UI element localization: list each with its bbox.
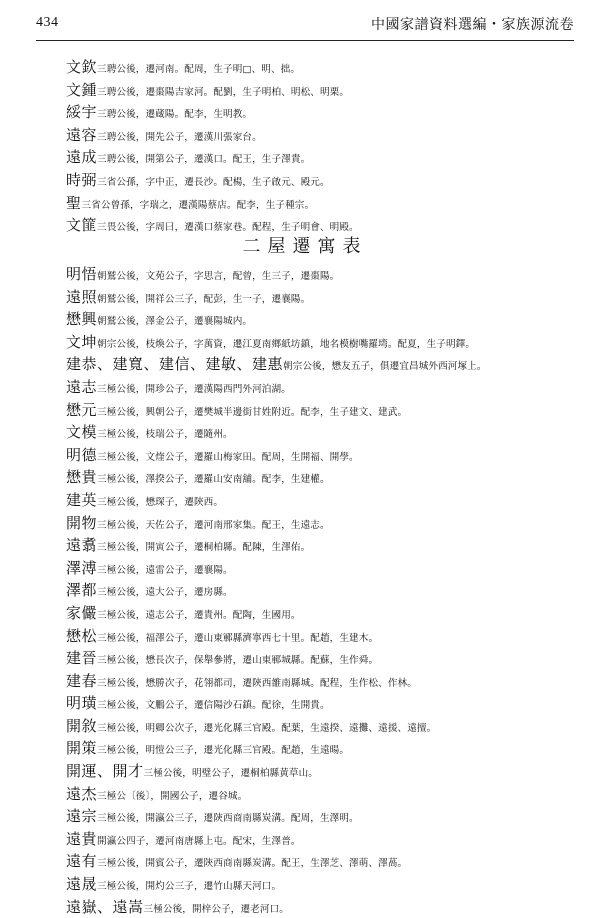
entry-name: 文篚 bbox=[66, 216, 98, 235]
entry-name: 遠宗 bbox=[66, 807, 98, 826]
entry-name: 建晉 bbox=[66, 649, 98, 668]
entry-description: 三省公曾孫，字瑞之，遷漢陽蔡店。配李，生子種宗。 bbox=[81, 199, 315, 211]
entry-row bbox=[66, 286, 570, 309]
entry-row bbox=[66, 692, 570, 715]
entry-name: 家儼 bbox=[66, 603, 98, 622]
entry-description: 朝鷲公後，開祥公三子，配彭，生一子，遷襄陽。 bbox=[97, 293, 311, 305]
entry-name: 開策 bbox=[66, 739, 98, 758]
entry-row bbox=[66, 805, 570, 828]
entry-description: 三極公後，開賓公子，遷陝西商南縣炭溝。配王，生澤芝、澤萌、澤萵。 bbox=[97, 858, 408, 870]
entry-row bbox=[66, 101, 570, 124]
entry-description: 三極公後，興朝公子，遷樊城半邊街甘姓附近。配李，生子建文、建武。 bbox=[97, 406, 408, 418]
entry-name: 遠杰 bbox=[66, 784, 98, 803]
entry-row bbox=[66, 579, 570, 602]
entry-name: 文欽 bbox=[66, 58, 98, 76]
entry-description: 三極公後，天佐公子，遷河南邢家集。配王，生遠志。 bbox=[97, 519, 330, 531]
entry-row bbox=[66, 896, 570, 918]
entry-row bbox=[66, 828, 570, 851]
entry-description: 三極公後，福澤公子，遷山東鄆縣濟寧西七十里。配趙，生建木。 bbox=[97, 632, 379, 644]
entry-name: 澤溥 bbox=[66, 558, 98, 577]
entry-description: 三聘公後，遷蔵陽。配李，生明教。 bbox=[97, 109, 253, 121]
entry-name: 明悟 bbox=[66, 265, 98, 283]
entry-description: 三極公後，遠志公子，遷貴州。配陶，生國用。 bbox=[97, 609, 301, 621]
entry-name: 建英 bbox=[66, 490, 98, 509]
entry-row bbox=[66, 670, 570, 693]
entry-name: 遠晟 bbox=[66, 875, 98, 894]
entry-row bbox=[66, 512, 570, 535]
entry-description: 三聘公後，遷河南。配周，生子明□、明、拙。 bbox=[97, 64, 301, 75]
entry-name: 開運、開才 bbox=[66, 762, 144, 781]
entry-description: 三極公後，澤揆公子，遷羅山安南舖。配李，生建權。 bbox=[97, 474, 330, 486]
entry-name: 遠志 bbox=[66, 377, 98, 396]
entry-description: 三極公後，懋勝次子，花翎都司，遷陝西雒南縣城。配程，生作松、作林。 bbox=[97, 677, 417, 689]
entry-description: 三極公後，明卿公次子，遷光化縣三官殿。配葉，生遠揆、遠攤、遠援、遠擅。 bbox=[97, 722, 437, 734]
entry-description: 三省公孫，字中正，遷長沙。配楊，生子啟元、殿元。 bbox=[97, 176, 330, 188]
entry-name: 時弼 bbox=[66, 170, 98, 189]
entry-row bbox=[66, 715, 570, 738]
entry-description: 三極公後，開寅公子，遷桐柏縣。配陳，生澤佑。 bbox=[97, 542, 311, 554]
entry-row bbox=[66, 331, 570, 354]
entry-row bbox=[66, 760, 570, 783]
entry-name: 遠照 bbox=[66, 287, 98, 306]
entry-name: 懋元 bbox=[66, 400, 98, 419]
entry-description: 三極公後，懋琛子，遷陝西。 bbox=[97, 496, 224, 508]
entry-row bbox=[66, 625, 570, 648]
entry-row bbox=[66, 534, 570, 557]
entry-name: 懋興 bbox=[66, 310, 98, 329]
entry-description: 朝鷲公後，澤金公子，遷襄陽城内。 bbox=[97, 316, 253, 328]
entry-description: 三極公後，開灼公三子，遷竹山縣天河口。 bbox=[97, 881, 282, 893]
entry-description: 三極公後，明愷公三子，遷光化縣三官殿。配趙，生遠暘。 bbox=[97, 745, 350, 757]
entry-description: 三極公後，遠雷公子，遷襄陽。 bbox=[97, 564, 233, 576]
entry-name: 明璜 bbox=[66, 694, 98, 713]
entry-row bbox=[66, 56, 570, 79]
entry-row bbox=[66, 353, 570, 376]
entry-row bbox=[66, 489, 570, 512]
entry-row bbox=[66, 873, 570, 896]
entry-name: 懋松 bbox=[66, 626, 98, 645]
entry-description: 三極公後，開珍公子，遷漢陽西門外河泊湖。 bbox=[97, 383, 291, 395]
entry-row bbox=[66, 263, 570, 286]
entry-description: 三畏公後，字周曰，遷漢口蔡家巷。配程，生子明會、明殿。 bbox=[97, 222, 359, 234]
entry-name: 聖 bbox=[66, 193, 82, 212]
entry-name: 遠翥 bbox=[66, 536, 98, 555]
section-title: 二屋遷寓表 bbox=[242, 236, 368, 257]
entry-description: 三聘公後，開先公子，遷漢川張家台。 bbox=[97, 131, 262, 143]
entry-description: 三極公〔後〕，開國公子，遷谷城。 bbox=[97, 790, 248, 802]
entry-name: 綏宇 bbox=[66, 103, 98, 122]
entry-row bbox=[66, 850, 570, 873]
entry-row bbox=[66, 444, 570, 467]
book-title: 中國家譜資料選編・家族源流卷 bbox=[371, 17, 574, 33]
entry-row bbox=[66, 192, 570, 215]
entry-name: 明德 bbox=[66, 445, 98, 464]
entry-name: 遠嶽、遠嵩 bbox=[66, 897, 144, 916]
page-number: 434 bbox=[36, 15, 59, 30]
entry-description: 三聘公後，遷棗陽吉家河。配劉，生子明柏、明松、明栗。 bbox=[97, 86, 350, 98]
entry-description: 三極公後，遠大公子，遷房縣。 bbox=[97, 587, 233, 599]
entry-row bbox=[66, 124, 570, 147]
entry-description: 朝宗公後，懋友五子，俱遷宜昌城外西河塚上。 bbox=[283, 361, 487, 373]
entry-name: 遠成 bbox=[66, 148, 98, 167]
entry-description: 三極公後，文煃公子，遷羅山梅家田。配周，生開福、開學。 bbox=[97, 451, 359, 463]
entry-name: 文模 bbox=[66, 423, 98, 442]
entry-name: 開敘 bbox=[66, 716, 98, 735]
entry-name: 遠有 bbox=[66, 852, 98, 871]
entry-list-group-1 bbox=[66, 56, 570, 237]
entry-row bbox=[66, 466, 570, 489]
entry-name: 建春 bbox=[66, 671, 98, 690]
entry-name: 開物 bbox=[66, 513, 98, 532]
running-header bbox=[36, 6, 574, 41]
entry-row bbox=[66, 79, 570, 102]
entry-row bbox=[66, 399, 570, 422]
entry-row bbox=[66, 647, 570, 670]
entry-description: 三極公後，開梓公子，遷老河口。 bbox=[143, 903, 289, 915]
entry-row bbox=[66, 169, 570, 192]
entry-name: 遠容 bbox=[66, 125, 98, 144]
entry-description: 朝宗公後，枝煥公子，字萬資，遷江夏南鄉紙坊鎮，地名模樹嘴羅塆。配夏，生子明鐸。 bbox=[97, 338, 476, 350]
entry-description: 三極公後，懋長次子，保舉參將，遷山東鄆城縣。配蘇，生作舜。 bbox=[97, 655, 379, 667]
entry-name: 澤都 bbox=[66, 581, 98, 600]
entry-description: 開瀛公四子，遷河南唐縣上屯。配宋，生澤普。 bbox=[97, 835, 301, 847]
entry-name: 建恭、建寬、建信、建敏、建惠 bbox=[66, 355, 284, 374]
entry-row bbox=[66, 602, 570, 625]
entry-row bbox=[66, 737, 570, 760]
entry-name: 懋貴 bbox=[66, 468, 98, 487]
entry-description: 朝鷲公後，文苑公子，字思言，配曾，生三子，遷棗陽。 bbox=[97, 271, 340, 282]
entry-description: 三聘公後，開第公子，遷漢口。配王，生子澤貴。 bbox=[97, 154, 311, 166]
entry-name: 文鍾 bbox=[66, 80, 98, 99]
entry-name: 遠貴 bbox=[66, 829, 98, 848]
entry-row bbox=[66, 421, 570, 444]
entry-list-group-2 bbox=[66, 263, 570, 918]
entry-name: 文坤 bbox=[66, 332, 98, 351]
entry-row bbox=[66, 557, 570, 580]
entry-description: 三極公後，枝瑞公子，遷隨州。 bbox=[97, 429, 233, 441]
entry-row bbox=[66, 376, 570, 399]
entry-row bbox=[66, 146, 570, 169]
entry-description: 三極公後，開瀛公三子，遷陝西商南縣炭溝。配周，生澤明。 bbox=[97, 813, 359, 825]
entry-row bbox=[66, 308, 570, 331]
entry-description: 三極公後，文鵬公子，遷信陽沙石鎮。配徐，生開貴。 bbox=[97, 700, 330, 712]
entry-description: 三極公後，明璧公子，遷桐柏縣黄草山。 bbox=[143, 768, 319, 780]
entry-row bbox=[66, 783, 570, 806]
